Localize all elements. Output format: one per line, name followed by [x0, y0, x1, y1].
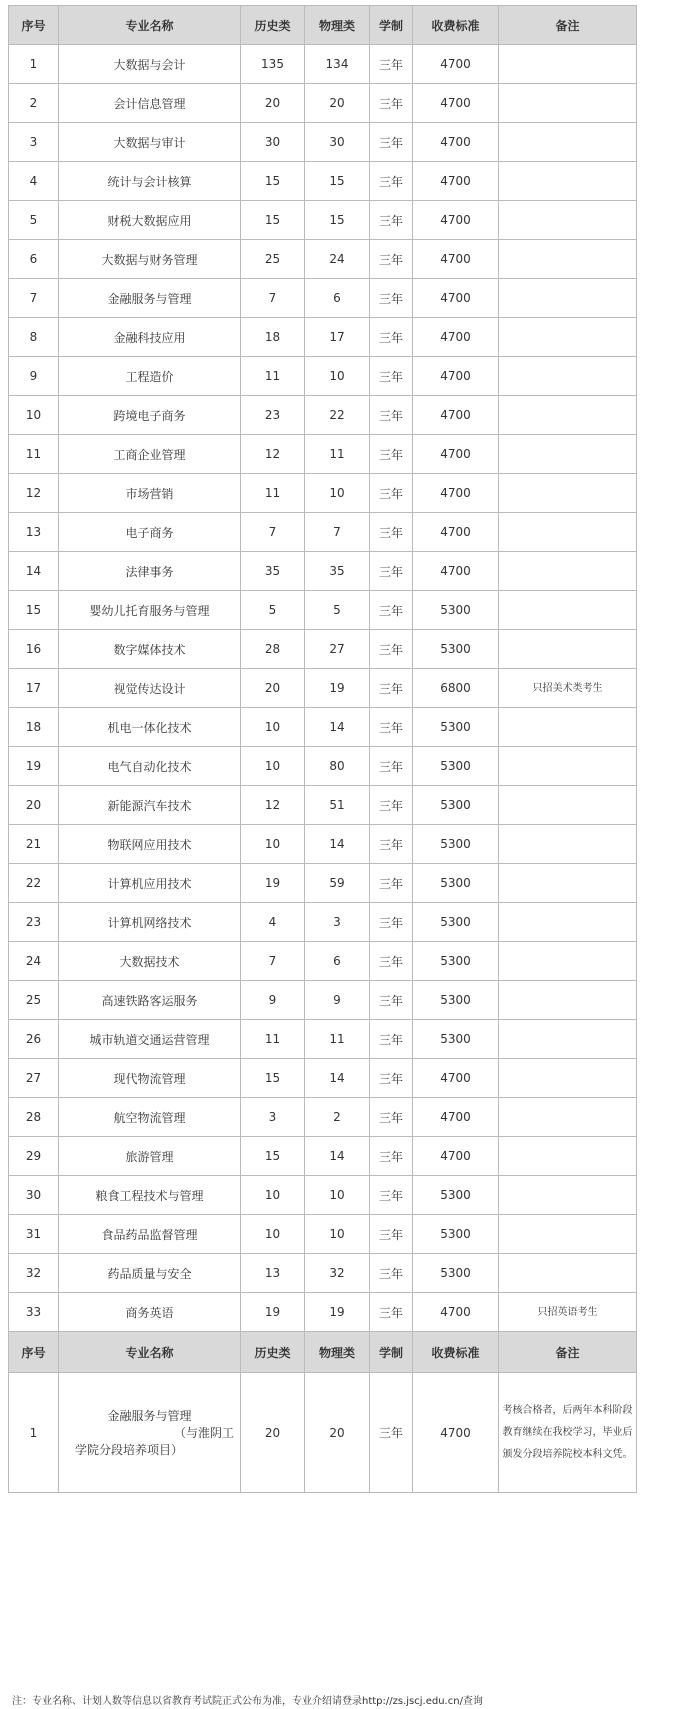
- cell-duration: 三年: [370, 942, 413, 981]
- table-row: [9, 747, 637, 786]
- cell-index: 18: [9, 708, 59, 747]
- cell-remark: [499, 279, 637, 318]
- table-row: [9, 1059, 637, 1098]
- cell-history: 23: [241, 396, 305, 435]
- cell-index: 29: [9, 1137, 59, 1176]
- cell-fee: 5300: [413, 981, 499, 1020]
- cell-physics: 14: [305, 708, 370, 747]
- cell-duration: 三年: [370, 513, 413, 552]
- cell-remark: [499, 357, 637, 396]
- cell-remark: [499, 1020, 637, 1059]
- cell-physics: 10: [305, 1215, 370, 1254]
- cell-major-name: 大数据与财务管理: [59, 240, 241, 279]
- header-history: 历史类: [241, 6, 305, 45]
- cell-history: 13: [241, 1254, 305, 1293]
- cell-fee: 4700: [413, 279, 499, 318]
- special-name-line-3: 学院分段培养项目）: [75, 1443, 184, 1457]
- cell-duration: 三年: [370, 1098, 413, 1137]
- cell-major-name: 金融服务与管理: [59, 279, 241, 318]
- table-row: [9, 201, 637, 240]
- cell-history: 11: [241, 1020, 305, 1059]
- cell-major-name: 新能源汽车技术: [59, 786, 241, 825]
- cell-history: 15: [241, 1059, 305, 1098]
- cell-remark: [499, 591, 637, 630]
- cell-remark: [499, 474, 637, 513]
- special-name-line-1: 金融服务与管理: [107, 1409, 192, 1423]
- cell-physics: 5: [305, 591, 370, 630]
- cell-duration: 三年: [370, 552, 413, 591]
- cell-major-name: 婴幼儿托育服务与管理: [59, 591, 241, 630]
- cell-physics: 20: [305, 84, 370, 123]
- cell-fee: 4700: [413, 123, 499, 162]
- cell-major-name: 会计信息管理: [59, 84, 241, 123]
- cell-fee: 5300: [413, 1215, 499, 1254]
- cell-duration: 三年: [370, 279, 413, 318]
- cell-duration: 三年: [370, 630, 413, 669]
- cell-fee: 4700: [413, 1293, 499, 1332]
- cell-physics: 14: [305, 1137, 370, 1176]
- cell-index: 25: [9, 981, 59, 1020]
- table-row: [9, 1176, 637, 1215]
- cell-fee: 5300: [413, 864, 499, 903]
- cell-history: 7: [241, 279, 305, 318]
- special-duration: 三年: [370, 1373, 413, 1493]
- cell-major-name: 机电一体化技术: [59, 708, 241, 747]
- table-row: [9, 357, 637, 396]
- footnote: 注：专业名称、计划人数等信息以省教育考试院正式公布为准，专业介绍请登录http://zs.jscj.edu.cn/查询: [12, 1696, 483, 1707]
- special-major-name: [59, 1373, 241, 1493]
- cell-duration: 三年: [370, 864, 413, 903]
- cell-history: 10: [241, 708, 305, 747]
- cell-major-name: 视觉传达设计: [59, 669, 241, 708]
- cell-fee: 4700: [413, 162, 499, 201]
- cell-duration: 三年: [370, 1020, 413, 1059]
- special-name-line-2: （与淮阴工: [173, 1426, 234, 1440]
- cell-history: 7: [241, 513, 305, 552]
- cell-history: 9: [241, 981, 305, 1020]
- table-row: [9, 1293, 637, 1332]
- cell-physics: 27: [305, 630, 370, 669]
- table-row: [9, 45, 637, 84]
- cell-duration: 三年: [370, 84, 413, 123]
- cell-fee: 4700: [413, 201, 499, 240]
- table-row: [9, 1137, 637, 1176]
- cell-duration: 三年: [370, 786, 413, 825]
- table-row: [9, 552, 637, 591]
- cell-history: 30: [241, 123, 305, 162]
- cell-index: 7: [9, 279, 59, 318]
- cell-history: 135: [241, 45, 305, 84]
- cell-duration: 三年: [370, 591, 413, 630]
- special-header-fee: 收费标准: [413, 1332, 499, 1373]
- cell-history: 10: [241, 747, 305, 786]
- cell-remark: [499, 84, 637, 123]
- table-row: [9, 513, 637, 552]
- table-row: [9, 591, 637, 630]
- cell-remark: [499, 552, 637, 591]
- cell-major-name: 数字媒体技术: [59, 630, 241, 669]
- cell-history: 20: [241, 84, 305, 123]
- cell-duration: 三年: [370, 123, 413, 162]
- cell-history: 35: [241, 552, 305, 591]
- special-physics: 20: [305, 1373, 370, 1493]
- cell-fee: 4700: [413, 552, 499, 591]
- cell-history: 3: [241, 1098, 305, 1137]
- cell-index: 23: [9, 903, 59, 942]
- cell-history: 12: [241, 435, 305, 474]
- cell-fee: 4700: [413, 318, 499, 357]
- table-row: [9, 1098, 637, 1137]
- cell-fee: 4700: [413, 1098, 499, 1137]
- cell-fee: 5300: [413, 747, 499, 786]
- cell-fee: 5300: [413, 903, 499, 942]
- table-row: [9, 1215, 637, 1254]
- cell-history: 15: [241, 162, 305, 201]
- cell-physics: 7: [305, 513, 370, 552]
- cell-physics: 2: [305, 1098, 370, 1137]
- cell-index: 28: [9, 1098, 59, 1137]
- cell-index: 5: [9, 201, 59, 240]
- cell-duration: 三年: [370, 1254, 413, 1293]
- special-history: 20: [241, 1373, 305, 1493]
- cell-duration: 三年: [370, 45, 413, 84]
- cell-duration: 三年: [370, 747, 413, 786]
- table-row: [9, 1020, 637, 1059]
- special-header-index: 序号: [9, 1332, 59, 1373]
- table-row: [9, 84, 637, 123]
- cell-index: 22: [9, 864, 59, 903]
- cell-major-name: 市场营销: [59, 474, 241, 513]
- cell-duration: 三年: [370, 396, 413, 435]
- cell-duration: 三年: [370, 825, 413, 864]
- cell-physics: 22: [305, 396, 370, 435]
- cell-physics: 51: [305, 786, 370, 825]
- table-row: [9, 1254, 637, 1293]
- cell-physics: 15: [305, 162, 370, 201]
- cell-duration: 三年: [370, 162, 413, 201]
- table-row: [9, 630, 637, 669]
- cell-physics: 19: [305, 1293, 370, 1332]
- table-row: [9, 708, 637, 747]
- cell-duration: 三年: [370, 357, 413, 396]
- cell-fee: 4700: [413, 1137, 499, 1176]
- cell-physics: 9: [305, 981, 370, 1020]
- cell-major-name: 电气自动化技术: [59, 747, 241, 786]
- cell-major-name: 航空物流管理: [59, 1098, 241, 1137]
- cell-history: 5: [241, 591, 305, 630]
- cell-remark: [499, 1176, 637, 1215]
- cell-index: 21: [9, 825, 59, 864]
- cell-history: 11: [241, 474, 305, 513]
- cell-physics: 6: [305, 279, 370, 318]
- cell-index: 16: [9, 630, 59, 669]
- cell-history: 10: [241, 1215, 305, 1254]
- cell-history: 15: [241, 201, 305, 240]
- cell-major-name: 药品质量与安全: [59, 1254, 241, 1293]
- special-header-physics: 物理类: [305, 1332, 370, 1373]
- cell-index: 12: [9, 474, 59, 513]
- cell-physics: 6: [305, 942, 370, 981]
- cell-remark: [499, 123, 637, 162]
- cell-fee: 5300: [413, 825, 499, 864]
- special-table-row: [9, 1373, 637, 1493]
- cell-fee: 4700: [413, 45, 499, 84]
- cell-fee: 4700: [413, 357, 499, 396]
- cell-history: 19: [241, 864, 305, 903]
- cell-duration: 三年: [370, 1293, 413, 1332]
- cell-remark: [499, 1254, 637, 1293]
- cell-index: 8: [9, 318, 59, 357]
- special-header-row: [9, 1332, 637, 1373]
- cell-physics: 15: [305, 201, 370, 240]
- cell-physics: 14: [305, 825, 370, 864]
- special-header-major-name: 专业名称: [59, 1332, 241, 1373]
- cell-major-name: 计算机应用技术: [59, 864, 241, 903]
- cell-remark: [499, 942, 637, 981]
- cell-index: 32: [9, 1254, 59, 1293]
- cell-fee: 4700: [413, 240, 499, 279]
- cell-major-name: 跨境电子商务: [59, 396, 241, 435]
- cell-history: 10: [241, 1176, 305, 1215]
- cell-duration: 三年: [370, 201, 413, 240]
- cell-history: 18: [241, 318, 305, 357]
- header-major-name: 专业名称: [59, 6, 241, 45]
- cell-remark: [499, 825, 637, 864]
- cell-physics: 32: [305, 1254, 370, 1293]
- cell-physics: 59: [305, 864, 370, 903]
- cell-remark: [499, 864, 637, 903]
- cell-history: 11: [241, 357, 305, 396]
- cell-history: 10: [241, 825, 305, 864]
- cell-fee: 4700: [413, 513, 499, 552]
- header-index: 序号: [9, 6, 59, 45]
- cell-physics: 10: [305, 357, 370, 396]
- cell-index: 17: [9, 669, 59, 708]
- cell-index: 6: [9, 240, 59, 279]
- special-header-history: 历史类: [241, 1332, 305, 1373]
- cell-major-name: 电子商务: [59, 513, 241, 552]
- cell-history: 15: [241, 1137, 305, 1176]
- cell-major-name: 现代物流管理: [59, 1059, 241, 1098]
- cell-remark: [499, 1059, 637, 1098]
- special-fee: 4700: [413, 1373, 499, 1493]
- cell-remark: [499, 786, 637, 825]
- cell-major-name: 计算机网络技术: [59, 903, 241, 942]
- cell-remark: 只招美术类考生: [499, 669, 637, 708]
- cell-physics: 14: [305, 1059, 370, 1098]
- cell-remark: [499, 201, 637, 240]
- cell-index: 24: [9, 942, 59, 981]
- cell-major-name: 财税大数据应用: [59, 201, 241, 240]
- cell-remark: [499, 45, 637, 84]
- cell-major-name: 物联网应用技术: [59, 825, 241, 864]
- cell-history: 4: [241, 903, 305, 942]
- cell-duration: 三年: [370, 1176, 413, 1215]
- special-header-duration: 学制: [370, 1332, 413, 1373]
- cell-remark: [499, 435, 637, 474]
- cell-major-name: 大数据技术: [59, 942, 241, 981]
- cell-duration: 三年: [370, 1215, 413, 1254]
- table-row: [9, 786, 637, 825]
- special-remark: 考核合格者，后两年本科阶段教育继续在我校学习，毕业后颁发分段培养院校本科文凭。: [499, 1373, 637, 1493]
- cell-major-name: 粮食工程技术与管理: [59, 1176, 241, 1215]
- cell-fee: 4700: [413, 435, 499, 474]
- cell-duration: 三年: [370, 318, 413, 357]
- cell-physics: 80: [305, 747, 370, 786]
- cell-fee: 5300: [413, 708, 499, 747]
- table-row: [9, 864, 637, 903]
- cell-history: 28: [241, 630, 305, 669]
- cell-fee: 4700: [413, 1059, 499, 1098]
- cell-remark: [499, 1215, 637, 1254]
- cell-fee: 5300: [413, 786, 499, 825]
- cell-remark: [499, 708, 637, 747]
- table-body: [9, 45, 637, 1332]
- cell-remark: [499, 981, 637, 1020]
- cell-index: 4: [9, 162, 59, 201]
- cell-major-name: 大数据与审计: [59, 123, 241, 162]
- cell-index: 3: [9, 123, 59, 162]
- table-row: [9, 240, 637, 279]
- cell-index: 30: [9, 1176, 59, 1215]
- table-row: [9, 318, 637, 357]
- cell-remark: [499, 1098, 637, 1137]
- header-physics: 物理类: [305, 6, 370, 45]
- cell-fee: 5300: [413, 1254, 499, 1293]
- cell-fee: 4700: [413, 84, 499, 123]
- cell-fee: 5300: [413, 1176, 499, 1215]
- cell-index: 2: [9, 84, 59, 123]
- cell-index: 1: [9, 45, 59, 84]
- cell-fee: 6800: [413, 669, 499, 708]
- cell-history: 20: [241, 669, 305, 708]
- table-header-row: [9, 6, 637, 45]
- cell-major-name: 大数据与会计: [59, 45, 241, 84]
- cell-major-name: 食品药品监督管理: [59, 1215, 241, 1254]
- table-row: [9, 474, 637, 513]
- cell-index: 11: [9, 435, 59, 474]
- cell-index: 14: [9, 552, 59, 591]
- table-row: [9, 942, 637, 981]
- table-row: [9, 435, 637, 474]
- cell-index: 9: [9, 357, 59, 396]
- cell-physics: 35: [305, 552, 370, 591]
- cell-fee: 5300: [413, 942, 499, 981]
- cell-index: 31: [9, 1215, 59, 1254]
- cell-fee: 5300: [413, 630, 499, 669]
- cell-index: 13: [9, 513, 59, 552]
- table-row: [9, 396, 637, 435]
- table-row: [9, 903, 637, 942]
- cell-fee: 5300: [413, 1020, 499, 1059]
- cell-remark: [499, 747, 637, 786]
- cell-duration: 三年: [370, 435, 413, 474]
- cell-physics: 134: [305, 45, 370, 84]
- enrollment-plan-table: [8, 5, 637, 1493]
- cell-duration: 三年: [370, 240, 413, 279]
- header-remark: 备注: [499, 6, 637, 45]
- cell-history: 19: [241, 1293, 305, 1332]
- cell-major-name: 统计与会计核算: [59, 162, 241, 201]
- cell-fee: 4700: [413, 396, 499, 435]
- cell-major-name: 金融科技应用: [59, 318, 241, 357]
- cell-history: 7: [241, 942, 305, 981]
- cell-physics: 10: [305, 1176, 370, 1215]
- special-header-remark: 备注: [499, 1332, 637, 1373]
- cell-index: 20: [9, 786, 59, 825]
- cell-major-name: 商务英语: [59, 1293, 241, 1332]
- special-section: [9, 1332, 637, 1493]
- cell-history: 12: [241, 786, 305, 825]
- cell-duration: 三年: [370, 1059, 413, 1098]
- cell-remark: 只招英语考生: [499, 1293, 637, 1332]
- cell-physics: 19: [305, 669, 370, 708]
- cell-remark: [499, 162, 637, 201]
- cell-remark: [499, 1137, 637, 1176]
- cell-physics: 11: [305, 435, 370, 474]
- table-row: [9, 669, 637, 708]
- table-row: [9, 981, 637, 1020]
- table-row: [9, 123, 637, 162]
- cell-physics: 24: [305, 240, 370, 279]
- cell-fee: 4700: [413, 474, 499, 513]
- cell-index: 19: [9, 747, 59, 786]
- cell-major-name: 城市轨道交通运营管理: [59, 1020, 241, 1059]
- cell-major-name: 旅游管理: [59, 1137, 241, 1176]
- cell-physics: 3: [305, 903, 370, 942]
- table-row: [9, 279, 637, 318]
- table-row: [9, 825, 637, 864]
- cell-duration: 三年: [370, 474, 413, 513]
- cell-index: 15: [9, 591, 59, 630]
- cell-fee: 5300: [413, 591, 499, 630]
- cell-major-name: 高速铁路客运服务: [59, 981, 241, 1020]
- cell-remark: [499, 513, 637, 552]
- cell-index: 26: [9, 1020, 59, 1059]
- cell-duration: 三年: [370, 1137, 413, 1176]
- cell-duration: 三年: [370, 903, 413, 942]
- cell-major-name: 工程造价: [59, 357, 241, 396]
- cell-remark: [499, 903, 637, 942]
- cell-remark: [499, 318, 637, 357]
- cell-physics: 30: [305, 123, 370, 162]
- header-duration: 学制: [370, 6, 413, 45]
- cell-remark: [499, 396, 637, 435]
- cell-physics: 17: [305, 318, 370, 357]
- cell-physics: 11: [305, 1020, 370, 1059]
- cell-history: 25: [241, 240, 305, 279]
- table-row: [9, 162, 637, 201]
- cell-remark: [499, 240, 637, 279]
- cell-duration: 三年: [370, 669, 413, 708]
- cell-duration: 三年: [370, 708, 413, 747]
- cell-duration: 三年: [370, 981, 413, 1020]
- cell-major-name: 法律事务: [59, 552, 241, 591]
- cell-physics: 10: [305, 474, 370, 513]
- cell-remark: [499, 630, 637, 669]
- cell-index: 27: [9, 1059, 59, 1098]
- cell-index: 33: [9, 1293, 59, 1332]
- header-fee: 收费标准: [413, 6, 499, 45]
- cell-index: 10: [9, 396, 59, 435]
- cell-major-name: 工商企业管理: [59, 435, 241, 474]
- special-index: 1: [9, 1373, 59, 1493]
